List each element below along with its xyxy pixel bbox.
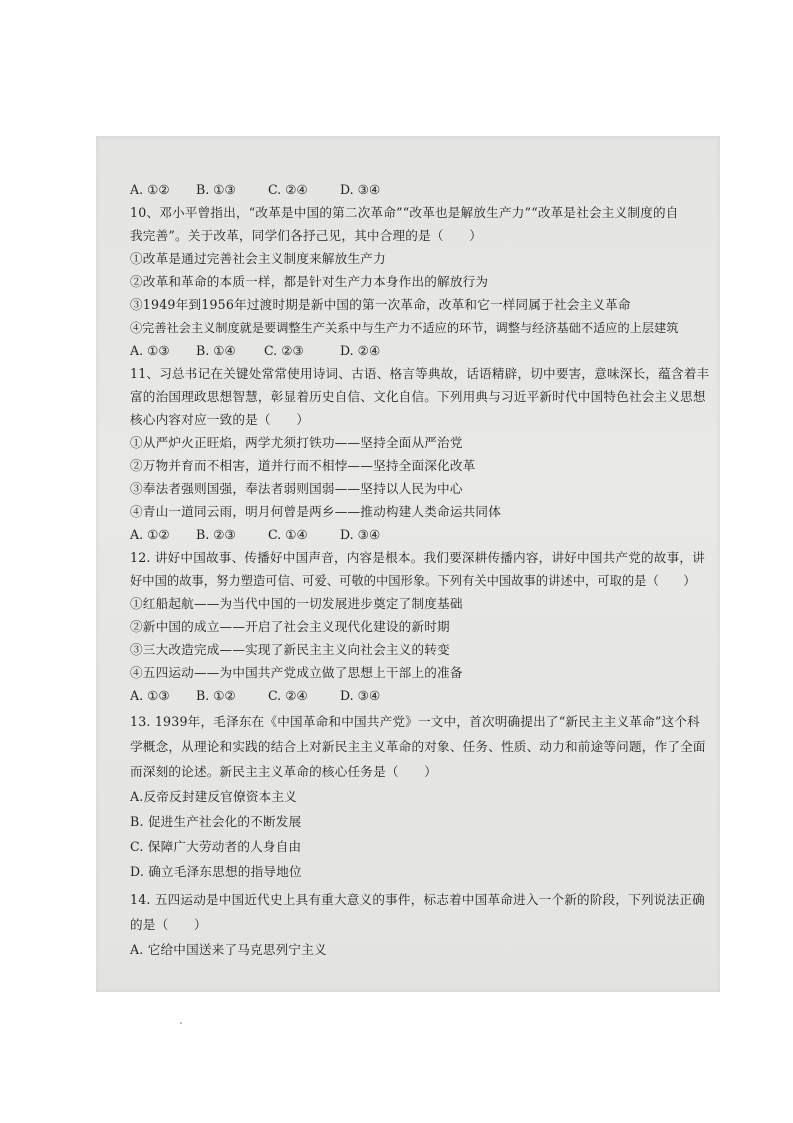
q13-option-c: C. 保障广大劳动者的人身自由 [130, 839, 302, 854]
q12-option-b: B. ①② [196, 688, 236, 703]
q12-item-2: ②新中国的成立——开启了社会主义现代化建设的新时期 [130, 619, 450, 634]
q11-option-a: A. ①② [130, 527, 170, 542]
q11-item-2: ②万物并育而不相害，道并行而不相悖——坚持全面深化改革 [130, 458, 476, 473]
q10-item-4: ④完善社会主义制度就是要调整生产关系中与生产力不适应的环节，调整与经济基础不适应的上层建筑 [130, 321, 679, 335]
q13-option-d: D. 确立毛泽东思想的指导地位 [130, 864, 302, 879]
q12-item-4: ④五四运动——为中国共产党成立做了思想上干部上的准备 [130, 665, 463, 680]
q12-item-3: ③三大改造完成——实现了新民主主义向社会主义的转变 [130, 642, 450, 657]
q13-stem-line2: 学概念，从理论和实践的结合上对新民主主义革命的对象、任务、性质、动力和前途等问题，作了全面 [130, 739, 706, 754]
q10-option-b: B. ①④ [196, 343, 236, 358]
q11-item-1: ①从严炉火正旺焰，两学尤须打铁功——坚持全面从严治党 [130, 435, 463, 450]
q12-option-c: C. ②④ [268, 688, 308, 703]
q14-stem-line2: 的是（ ） [130, 917, 207, 932]
q11-stem-line1: 11、习总书记在关键处常常使用诗词、古语、格言等典故，话语精辟，切中要害，意味深长，蕴含着丰 [130, 366, 710, 381]
q10-item-2: ②改革和革命的本质一样，都是针对生产力本身作出的解放行为 [130, 274, 489, 289]
q11-option-b: B. ②③ [196, 527, 236, 542]
q13-option-a: A.反帝反封建反官僚资本主义 [130, 789, 298, 804]
q10-option-a: A. ①③ [130, 343, 170, 358]
q10-option-c: C. ②③ [264, 343, 304, 358]
q10-stem-line2: 我完善”。关于改革，同学们各抒己见，其中合理的是（ ） [130, 228, 483, 243]
q13-stem-line1: 13. 1939年，毛泽东在《中国革命和中国共产党》一文中，首次明确提出了“新民主主义革命”这个科 [130, 714, 700, 729]
q10-stem-line1: 10、邓小平曾指出，“改革是中国的第二次革命”“改革也是解放生产力”“改革是社会主义制度的自 [130, 205, 679, 220]
q12-option-a: A. ①③ [130, 688, 170, 703]
q12-stem-line2: 好中国的故事，努力塑造可信、可爱、可敬的中国形象。下列有关中国故事的讲述中，可取的是（ ） [130, 574, 696, 588]
q10-item-3: ③1949年到1956年过渡时期是新中国的第一次革命，改革和它一样同属于社会主义革命 [130, 297, 631, 312]
q10-item-1: ①改革是通过完善社会主义制度来解放生产力 [130, 251, 386, 266]
q14-stem-line1: 14. 五四运动是中国近代史上具有重大意义的事件，标志着中国革命进入一个新的阶段，下列说法正确 [130, 892, 705, 907]
q9-option-c: C. ②④ [268, 182, 308, 197]
exam-page [96, 136, 720, 992]
q14-option-a: A. 它给中国送来了马克思列宁主义 [130, 942, 327, 957]
scan-speck [180, 1022, 182, 1024]
q9-option-a: A. ①② [130, 182, 170, 197]
q9-option-b: B. ①③ [196, 182, 236, 197]
q12-stem-line1: 12. 讲好中国故事、传播好中国声音，内容是根本。我们要深耕传播内容，讲好中国共产党的故事，讲 [130, 550, 705, 565]
q11-item-4: ④青山一道同云雨，明月何曾是两乡——推动构建人类命运共同体 [130, 504, 502, 519]
q11-item-3: ③奉法者强则国强，奉法者弱则国弱——坚持以人民为中心 [130, 481, 463, 496]
q13-stem-line3: 而深刻的论述。新民主主义革命的核心任务是（ ） [130, 764, 438, 779]
q12-option-d: D. ③④ [340, 688, 381, 703]
q11-option-c: C. ①④ [268, 527, 308, 542]
q11-stem-line2: 富的治国理政思想智慧，彰显着历史自信、文化自信。下列用典与习近平新时代中国特色社会主义思想 [130, 389, 706, 404]
q13-option-b: B. 促进生产社会化的不断发展 [130, 814, 302, 829]
q12-item-1: ①红船起航——为当代中国的一切发展进步奠定了制度基础 [130, 596, 463, 611]
q11-stem-line3: 核心内容对应一致的是（ ） [130, 412, 310, 427]
q10-option-d: D. ②④ [340, 343, 381, 358]
q11-option-d: D. ③④ [340, 527, 381, 542]
q9-option-d: D. ③④ [340, 182, 381, 197]
